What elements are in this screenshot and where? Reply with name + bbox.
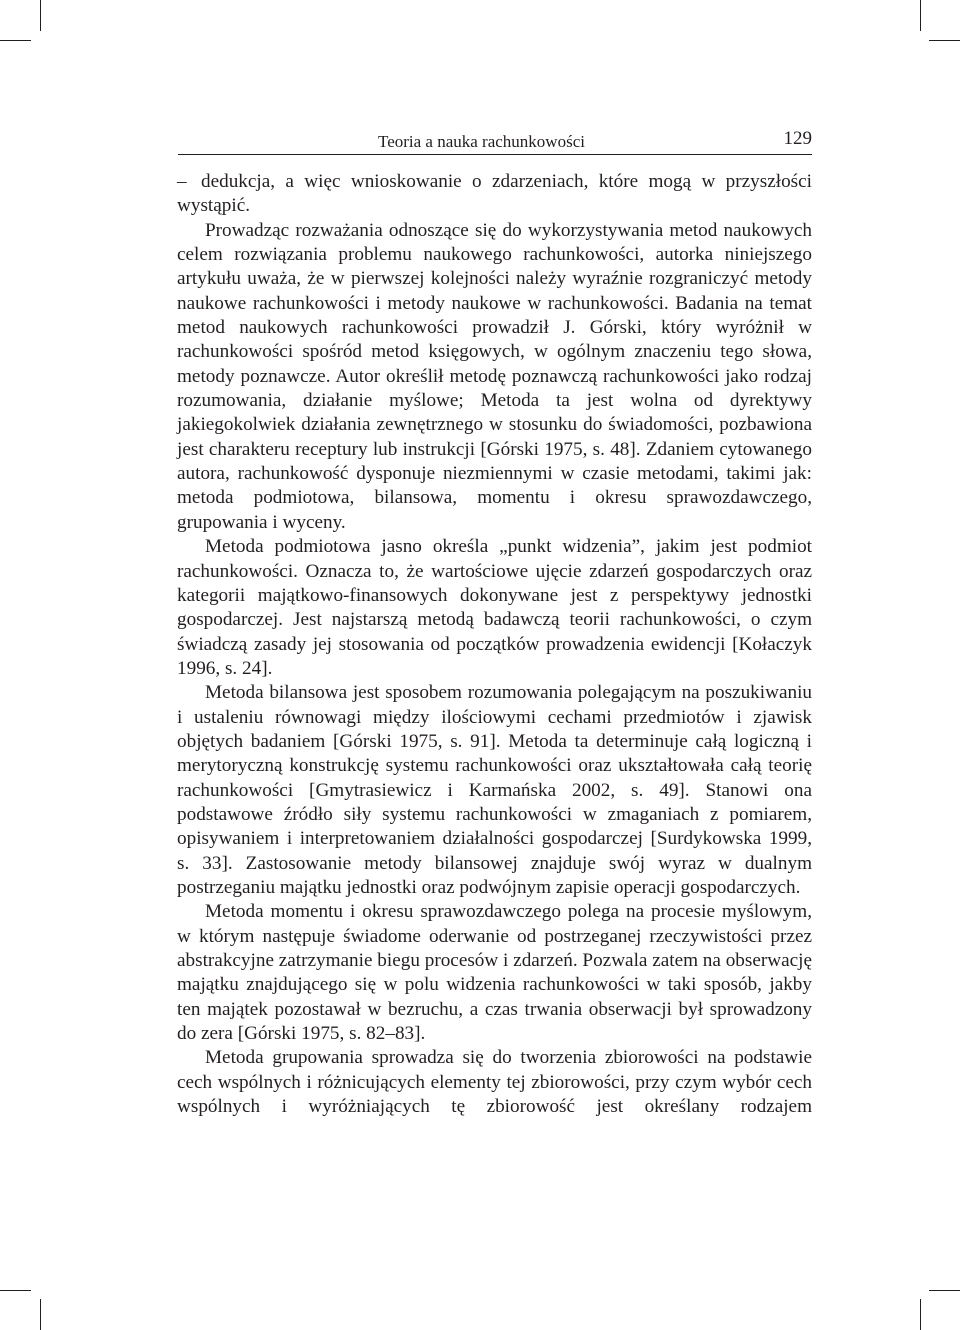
crop-mark-top-right-horizontal [929, 40, 960, 41]
paragraph-balance-method: Metoda bilansowa jest sposobem rozumowania polegającym na poszukiwaniu i ustaleniu równowagi między ilościowymi cechami przedmiotów i zjawisk objętych badaniem [Górski 1975, s. 91]. Metoda ta determinuje całą logiczną i merytoryczną konstrukcję systemu rachunkowości oraz ukształtowała całą teorię rachunkowości [Gmytrasiewicz i Karmańska 2002, s. 49]. Stanowi ona podstawowe źródło siły systemu rachunkowości w zmaganiach z pomiarem, opisywaniem i interpretowaniem działalności gospodarczej [Surdykowska 1999, s. 33]. Zastosowanie metody bilansowej znajduje swój wyraz w dualnym postrzeganiu majątku jednostki oraz podwójnym zapisie operacji gospodarczych. [177, 682, 812, 898]
crop-mark-bottom-right-horizontal [929, 1290, 960, 1291]
crop-mark-bottom-right-vertical [920, 1299, 921, 1330]
bullet-dash: – [177, 171, 187, 192]
crop-mark-top-right-vertical [920, 0, 921, 31]
paragraph-reporting-moment-method: Metoda momentu i okresu sprawozdawczego polega na procesie myślowym, w którym następuje świadome oderwanie od postrzeganej rzeczywistości przez abstrakcyjne zatrzymanie biegu procesów i zdarzeń. Pozwala zatem na obserwację majątku znajdującego się w polu widzenia rachunkowości w taki sposób, jakby ten majątek pozostawał w bezruchu, a czas trwania obserwacji był sprowadzony do zera [Górski 1975, s. 82–83]. [177, 901, 813, 1045]
running-header [178, 128, 812, 155]
bullet-item-text: dedukcja, a więc wnioskowanie o zdarzeniach, które mogą w przyszłości wystąpić. [177, 171, 812, 217]
running-title: Teoria a nauka rachunkowości [378, 132, 585, 151]
crop-mark-top-left-horizontal [0, 40, 31, 41]
paragraph-grouping-method: Metoda grupowania sprowadza się do tworzenia zbiorowości na podstawie cech wspólnych i różnicujących elementy tej zbiorowości, przy czym wybór cech wspólnych i wyróżniających tę zbiorowość jest określany rodzajem [177, 1047, 812, 1118]
crop-mark-bottom-left-vertical [40, 1299, 41, 1330]
paragraph-subject-method: Metoda podmiotowa jasno określa „punkt widzenia”, jakim jest podmiot rachunkowości. Oznacza to, że wartościowe ujęcie zdarzeń gospodarczych oraz kategorii majątkowo-finansowych dokonywane jest z perspektywy jednostki gospodarczej. Jest najstarszą metodą badawczą teorii rachunkowości, o czym świadczą zasady jej stosowania od początków prowadzenia ewidencji [Kołaczyk 1996, s. 24]. [177, 536, 812, 679]
paragraph-methods-overview: Prowadząc rozważania odnoszące się do wykorzystywania metod naukowych celem rozwiązania problemu naukowego rachunkowości, autorka niniejszego artykułu uważa, że w pierwszej kolejności należy wyraźnie rozgraniczyć metody naukowe rachunkowości i metody naukowe w rachunkowości. Badania na temat metod naukowych rachunkowości prowadził J. Górski, który wyróżnił w rachunkowości spośród metod księgowych, w ogólnym znaczeniu tego słowa, metody poznawcze. Autor określił metodę poznawczą rachunkowości jako rodzaj rozumowania, działanie myślowe; Metoda ta jest wolna od dyrektywy jakiegokolwiek działania zewnętrznego w stosunku do świadomości, pozbawiona jest charakteru receptury lub instrukcji [Górski 1975, s. 48]. Zdaniem cytowanego autora, rachunkowość dysponuje niezmiennymi w czasie metodami, takimi jak: metoda podmiotowa, bilansowa, momentu i okresu sprawozdawczego, grupowania i wyceny. [177, 219, 812, 533]
crop-mark-top-left-vertical [40, 0, 41, 31]
page-number: 129 [783, 128, 812, 149]
crop-mark-bottom-left-horizontal [0, 1290, 31, 1291]
body-text [177, 170, 812, 1119]
bullet-item [177, 170, 812, 219]
